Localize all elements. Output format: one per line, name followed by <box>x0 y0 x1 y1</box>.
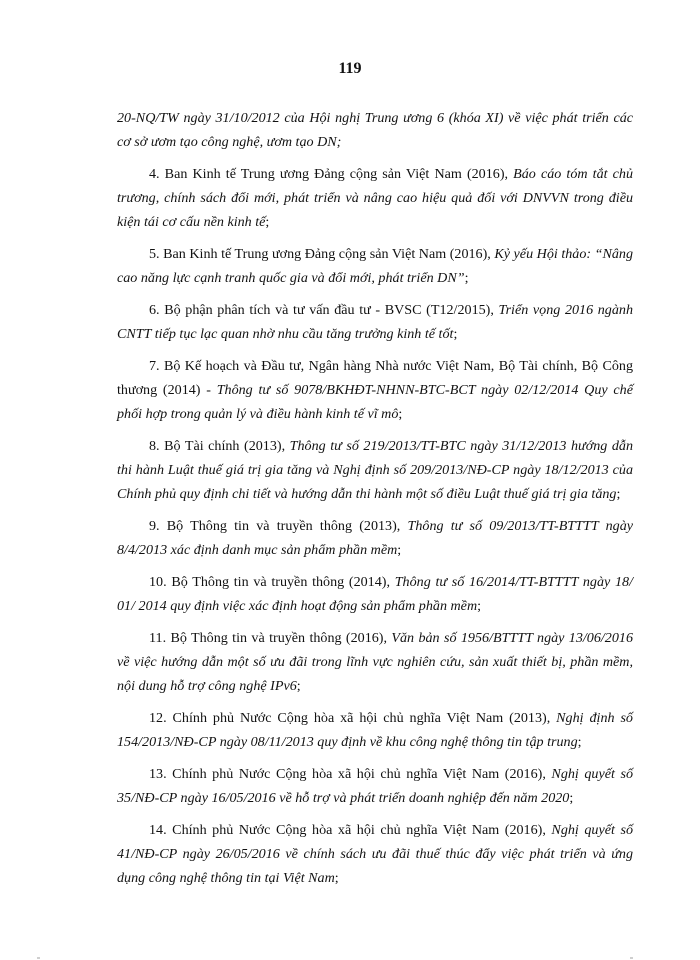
reference-tail: ; <box>296 678 301 694</box>
reference-tail: ; <box>464 270 469 286</box>
reference-tail: ; <box>616 486 621 502</box>
reference-tail: ; <box>334 870 339 886</box>
reference-title: Thông tư số 9078/BKHĐT-NHNN-BTC-BCT ngày 02/12/2014 Quy chế phối hợp trong quản lý và điều hành kinh tế vĩ mô <box>117 382 633 422</box>
reference-tail: ; <box>569 790 574 806</box>
reference-plain: 12. Chính phủ Nước Cộng hòa xã hội chủ nghĩa Việt Nam (2013), <box>149 710 557 726</box>
reference-item-10 <box>117 570 633 618</box>
reference-plain: 14. Chính phủ Nước Cộng hòa xã hội chủ nghĩa Việt Nam (2016), <box>149 822 552 838</box>
reference-item-13 <box>117 762 633 810</box>
reference-item-7 <box>117 354 633 426</box>
reference-item-8 <box>117 434 633 506</box>
reference-plain: 11. Bộ Thông tin và truyền thông (2016), <box>149 630 392 646</box>
scan-speck <box>37 957 40 959</box>
reference-title: Báo cáo tóm tắt chủ trương, chính sách đổi mới, phát triển và nâng cao hiệu quả đối với DNVVN trong điều kiện tái cơ cấu nền kinh tế <box>117 166 633 230</box>
scan-speck <box>630 957 633 959</box>
reference-tail: ; <box>397 542 402 558</box>
reference-title: Nghị quyết số 41/NĐ-CP ngày 26/05/2016 về chính sách ưu đãi thuế thúc đẩy việc phát triển và ứng dụng công nghệ thông tin tại Việt Nam <box>117 822 633 886</box>
reference-item-9 <box>117 514 633 562</box>
reference-item-14 <box>117 818 633 890</box>
reference-tail: ; <box>453 326 458 342</box>
reference-plain: 5. Ban Kinh tế Trung ương Đảng cộng sản Việt Nam (2016), <box>149 246 495 262</box>
page-number: 119 <box>338 60 362 77</box>
reference-tail: ; <box>265 214 270 230</box>
reference-plain: 7. Bộ Kế hoạch và Đầu tư, Ngân hàng Nhà nước Việt Nam, Bộ Tài chính, Bộ Công thương (2014) - <box>117 358 633 398</box>
reference-tail: ; <box>577 734 582 750</box>
reference-title: Kỷ yếu Hội thảo: “Nâng cao năng lực cạnh tranh quốc gia và đổi mới, phát triển DN” <box>117 246 633 286</box>
reference-title: Thông tư số 219/2013/TT-BTC ngày 31/12/2013 hướng dẫn thi hành Luật thuế giá trị gia tăng và Nghị định số 209/2013/NĐ-CP ngày 18/12/2013 của Chính phủ quy định chi tiết và hướng dẫn thi hành một số điều Luật thuế giá trị gia tăng <box>117 438 634 502</box>
reference-plain: 6. Bộ phận phân tích và tư vấn đầu tư - BVSC (T12/2015), <box>149 302 499 318</box>
reference-title: Nghị định số 154/2013/NĐ-CP ngày 08/11/2013 quy định về khu công nghệ thông tin tập trung <box>117 710 633 750</box>
reference-plain: 10. Bộ Thông tin và truyền thông (2014), <box>149 574 395 590</box>
reference-plain: 8. Bộ Tài chính (2013), <box>149 438 290 454</box>
reference-tail: ; <box>398 406 403 422</box>
reference-title: Thông tư số 09/2013/TT-BTTTT ngày 8/4/2013 xác định danh mục sản phẩm phần mềm <box>117 518 633 558</box>
reference-item-12 <box>117 706 633 754</box>
reference-plain: 9. Bộ Thông tin và truyền thông (2013), <box>149 518 408 534</box>
reference-continuation <box>117 106 633 154</box>
reference-plain: 13. Chính phủ Nước Cộng hòa xã hội chủ nghĩa Việt Nam (2016), <box>149 766 552 782</box>
reference-list <box>117 106 633 898</box>
reference-item-4 <box>117 162 633 234</box>
reference-item-11 <box>117 626 633 698</box>
reference-item-6 <box>117 298 633 346</box>
reference-plain: 4. Ban Kinh tế Trung ương Đảng cộng sản Việt Nam (2016), <box>149 166 514 182</box>
reference-title: Thông tư số 16/2014/TT-BTTTT ngày 18/ 01/ 2014 quy định việc xác định hoạt động sản phẩm phần mềm <box>117 574 634 614</box>
reference-item-5 <box>117 242 633 290</box>
reference-title: Nghị quyết số 35/NĐ-CP ngày 16/05/2016 về hỗ trợ và phát triển doanh nghiệp đến năm 2020 <box>117 766 633 806</box>
reference-tail: ; <box>477 598 482 614</box>
reference-title: Triển vọng 2016 ngành CNTT tiếp tục lạc quan nhờ nhu cầu tăng trưởng kinh tế tốt <box>117 302 633 342</box>
reference-title: 20-NQ/TW ngày 31/10/2012 của Hội nghị Trung ương 6 (khóa XI) về việc phát triển các cơ sở ươm tạo công nghệ, ươm tạo DN; <box>117 110 633 150</box>
reference-title: Văn bản số 1956/BTTTT ngày 13/06/2016 về việc hướng dẫn một số ưu đãi trong lĩnh vực nghiên cứu, sản xuất thiết bị, phần mềm, nội dung hỗ trợ công nghệ IPv6 <box>117 630 633 694</box>
